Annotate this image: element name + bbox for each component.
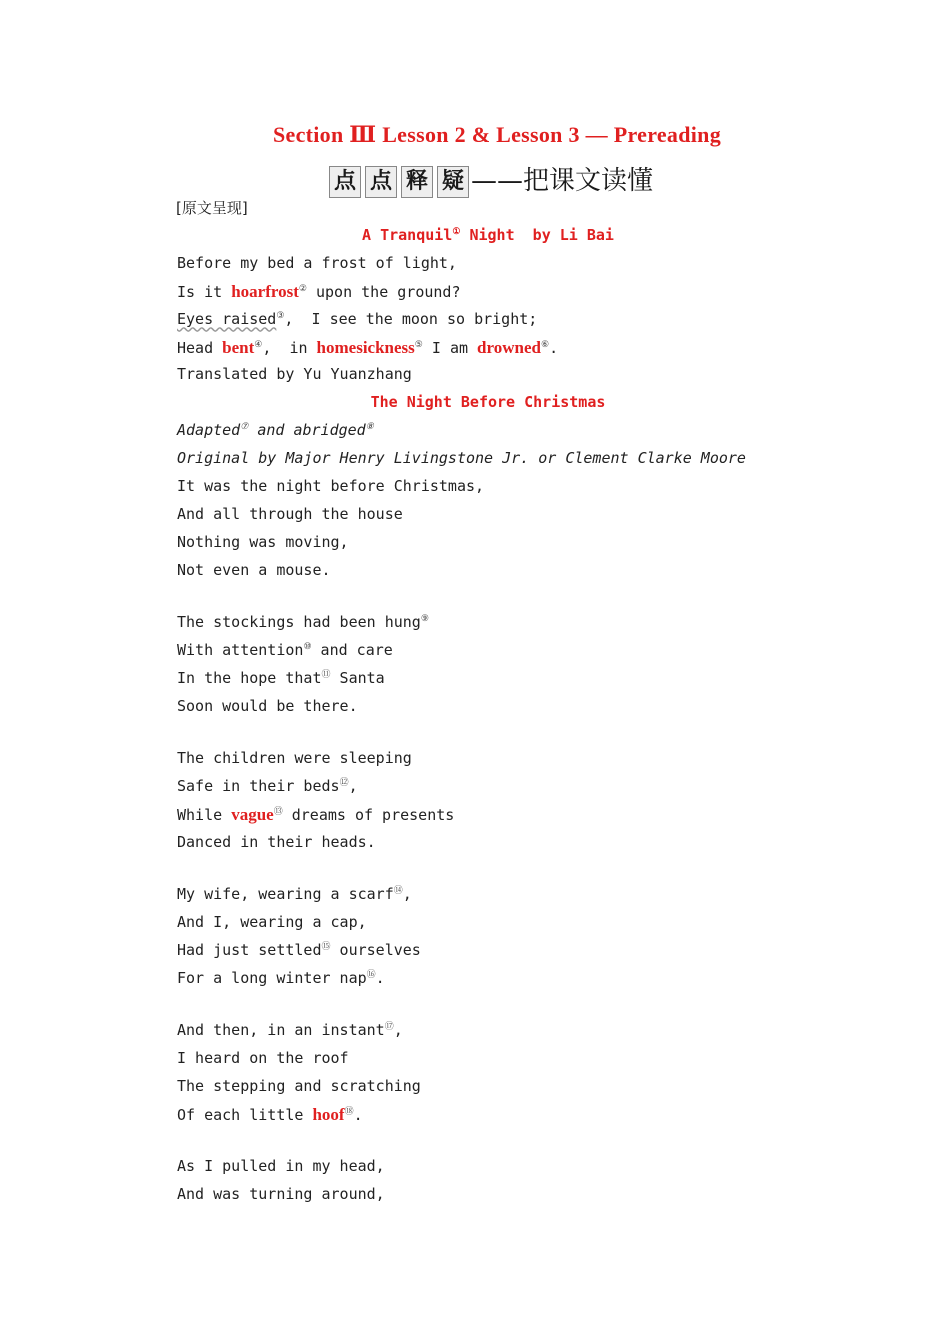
text: upon the ground? [306,282,461,301]
footnote-marker: ③ [276,310,285,321]
text: . [549,338,559,357]
poem-line [177,306,777,334]
text: In the hope that [177,668,322,687]
poem-line [177,801,777,829]
footnote-marker: ⑪ [321,669,331,680]
banner-box: 点 [329,166,361,198]
text: and abridged [248,421,366,440]
poem-line [177,1101,777,1129]
poem-content [177,222,777,1209]
footnote-marker: ⑧ [365,422,374,433]
text: Had just settled [177,940,322,959]
stanza-break [177,857,777,882]
text: I am [422,338,478,357]
footnote-marker: ⑰ [384,1022,394,1033]
poem-line: Before my bed a frost of light, [177,253,457,272]
stanza-break [177,585,777,610]
original-text-label: [原文呈现] [176,199,248,217]
page-title: Section Ⅲ Lesson 2 & Lesson 3 — Prereading [272,122,722,147]
poem-line: It was the night before Christmas, [177,477,485,496]
phrase: Eyes raised [177,309,277,328]
text: dreams of presents [282,805,455,824]
poem1-title [177,222,777,250]
text: Is it [177,282,232,301]
footnote-marker: ② [298,283,307,294]
footnote-marker: ⑭ [393,886,403,897]
text: . [375,968,385,987]
banner-text: 把课文读懂 [522,166,653,196]
text: With attention [177,640,304,659]
poem-line [177,881,777,909]
text: , [348,777,358,796]
stanza-break [177,993,777,1018]
text: , I see the moon so bright; [284,309,538,328]
poem-line: Soon would be there. [177,696,358,715]
section-banner [0,160,950,198]
footnote-marker: ⑫ [339,778,349,789]
adapted-line [177,417,777,445]
banner-box: 释 [401,166,433,198]
text: ourselves [330,940,421,959]
text: Safe in their beds [177,777,340,796]
footnote-marker: ⑩ [303,641,312,652]
poem-line [177,278,777,306]
vocab-word: homesickness [316,337,415,357]
footnote-marker: ④ [254,339,263,350]
poem-line: As I pulled in my head, [177,1157,385,1176]
vocab-word: hoarfrost [231,281,299,301]
poem-line [177,609,777,637]
banner-box: 疑 [437,166,469,198]
poem-line: And I, wearing a cap, [177,913,367,932]
banner-dash: —— [470,166,523,196]
poem-line: I heard on the roof [177,1049,349,1068]
text: While [177,805,232,824]
poem-line: The children were sleeping [177,749,412,768]
poem-line [177,665,777,693]
poem-line [177,965,777,993]
vocab-word: hoof [312,1104,345,1124]
footnote-marker: ⑥ [540,339,550,350]
text: Santa [330,668,385,687]
banner-box: 点 [365,166,397,198]
footnote-marker: ⑨ [420,614,429,625]
footnote-marker: ⑮ [321,941,331,952]
poem-line [177,773,777,801]
stanza-break [177,721,777,746]
poem-line: The stepping and scratching [177,1077,421,1096]
poem2-title: The Night Before Christmas [370,393,606,412]
text: and care [311,640,393,659]
vocab-word: vague [231,804,274,824]
poem-line: Nothing was moving, [177,532,349,551]
vocab-word: bent [222,337,255,357]
text: Adapted [177,421,241,440]
text: , [393,1021,403,1040]
footnote-marker: ⑤ [414,339,423,350]
text: , in [262,338,317,357]
text: For a long winter nap [177,968,367,987]
text: The stockings had been hung [177,613,421,632]
translator-line: Translated by Yu Yuanzhang [177,365,412,384]
vocab-word: drowned [477,337,541,357]
poem-line [177,937,777,965]
poem-line: And was turning around, [177,1185,385,1204]
poem-line [177,637,777,665]
footnote-marker: ⑬ [273,806,283,817]
poem-line [177,334,777,362]
footnote-marker: ⑱ [344,1106,354,1117]
text: Of each little [177,1105,313,1124]
poem1-title-text: A Tranquil [362,226,453,244]
footnote-marker: ⑯ [366,969,376,980]
poem-line [177,1017,777,1045]
poem-line: And all through the house [177,504,403,523]
footnote-marker: ① [452,227,461,237]
poem1-title-author: Night by Li Bai [460,226,614,244]
text: And then, in an instant [177,1021,385,1040]
stanza-break [177,1129,777,1154]
original-author-line: Original by Major Henry Livingstone Jr. or Clement Clarke Moore [177,449,746,468]
text: . [353,1105,363,1124]
text: My wife, wearing a scarf [177,885,394,904]
footnote-marker: ⑦ [240,422,249,433]
poem-line: Not even a mouse. [177,560,331,579]
text: Head [177,338,223,357]
text: , [402,885,412,904]
poem-line: Danced in their heads. [177,832,376,851]
